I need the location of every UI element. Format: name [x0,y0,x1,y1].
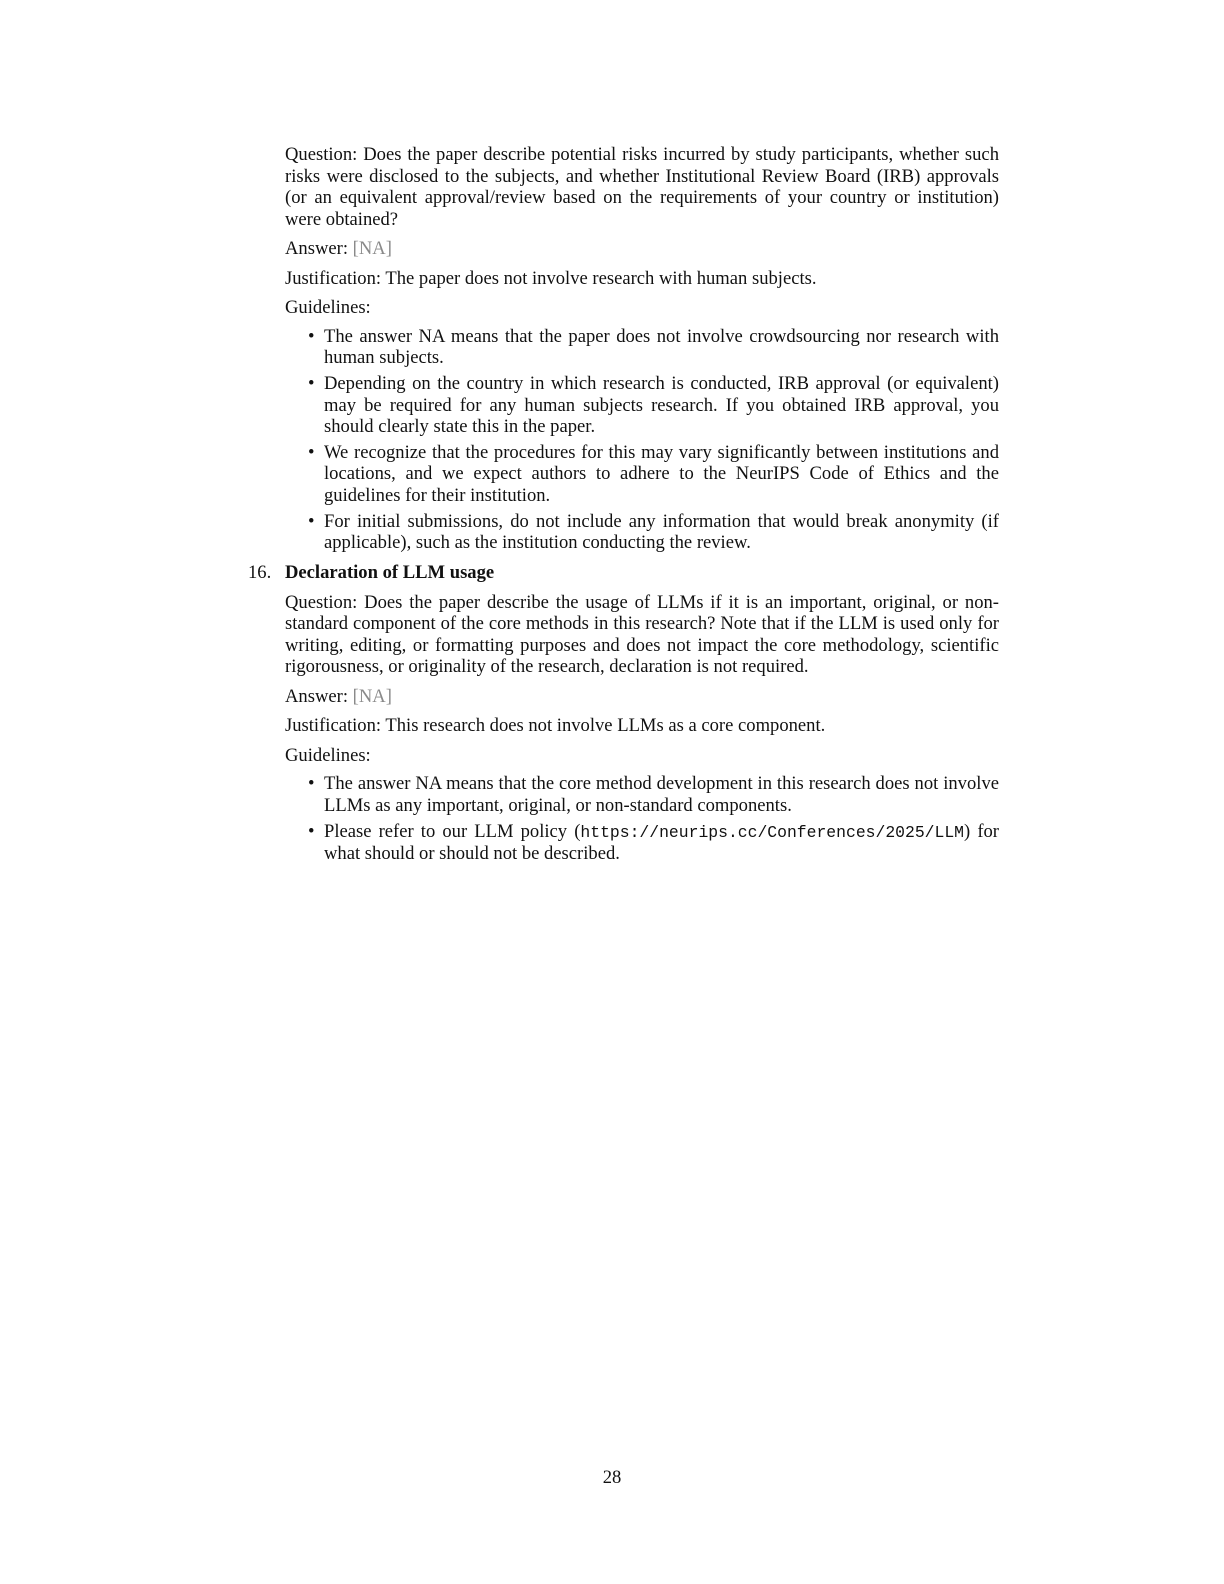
guideline-item: • For initial submissions, do not include any information that would break anonymity (if applicable), such as the institution conducting the review. [324,511,999,554]
guideline-item: • We recognize that the procedures for this may vary significantly between institutions and locations, and we expect authors to adhere to the NeurIPS Code of Ethics and the guidelines for their institution. [324,442,999,507]
guidelines-label-15: Guidelines: [285,296,371,318]
section-number: 16. [248,562,272,584]
answer-16 [285,686,999,708]
answer-label: Answer: [285,685,353,707]
guidelines-list-16 [285,773,999,865]
section-heading-16 [248,562,999,584]
page-number: 28 [602,1467,622,1488]
guideline-item: • The answer NA means that the core method development in this research does not involve LLMs as any important, original, or non-standard components. [324,773,999,816]
answer-label: Answer: [285,238,353,260]
guideline-item: • The answer NA means that the paper does not involve crowdsourcing nor research with human subjects. [324,326,999,369]
page-content [248,144,999,869]
answer-value: [NA] [352,238,392,260]
section-title: Declaration of LLM usage [285,562,495,584]
guideline-item [324,821,999,865]
justification-15: Justification: The paper does not involve research with human subjects. [285,267,817,289]
llm-policy-link[interactable]: https://neurips.cc/Conferences/2025/LLM [580,822,965,842]
justification-16: Justification: This research does not involve LLMs as a core component. [285,715,826,737]
guidelines-list-15 [285,326,999,555]
guideline-text: Please refer to our LLM policy ( [324,820,581,842]
answer-value: [NA] [352,685,392,707]
guideline-text: ) for what should or should not be described. [324,820,999,865]
answer-15 [285,238,999,260]
guideline-item: • Depending on the country in which research is conducted, IRB approval (or equivalent) may be required for any human subjects research. If you obtained IRB approval, you should clearly state this in the paper. [324,373,999,438]
guidelines-label-16: Guidelines: [285,744,371,766]
question-15: Question: Does the paper describe potential risks incurred by study participants, whether such risks were disclosed to the subjects, and whether Institutional Review Board (IRB) approvals (or an equivalent approval/review based on the requirements of your country or institution) were obtained? [285,144,999,230]
question-16: Question: Does the paper describe the usage of LLMs if it is an important, original, or non-standard component of the core methods in this research? Note that if the LLM is used only for writing, editing, or formatting purposes and does not impact the core methodology, scientific rigorousness, or originality of the research, declaration is not required. [285,591,999,678]
